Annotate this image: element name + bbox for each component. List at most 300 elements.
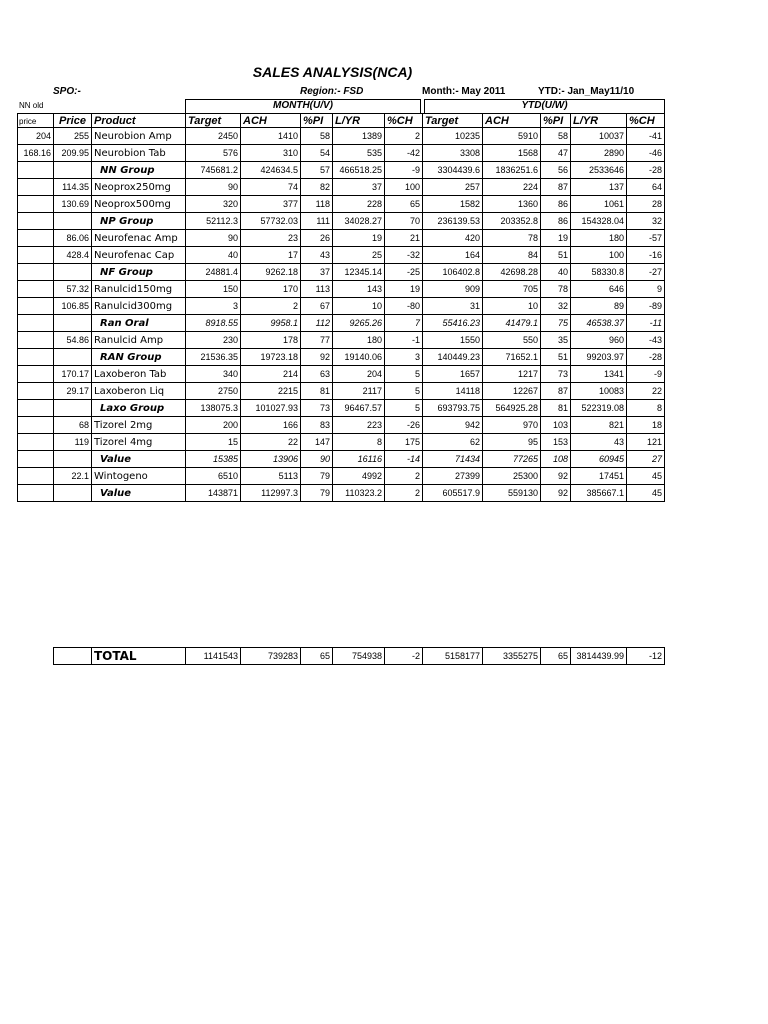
column-header: Product xyxy=(92,114,186,128)
table-cell: 51 xyxy=(541,247,571,264)
table-cell: 7 xyxy=(385,315,423,332)
table-cell: 12345.14 xyxy=(333,264,385,281)
table-cell: 576 xyxy=(186,145,241,162)
table-cell: 143871 xyxy=(186,485,241,502)
table-cell: 5113 xyxy=(241,468,301,485)
table-cell: -42 xyxy=(385,145,423,162)
table-cell: 112 xyxy=(301,315,333,332)
table-cell: 71652.1 xyxy=(483,349,541,366)
table-cell: 118 xyxy=(301,196,333,213)
table-cell: 19 xyxy=(385,281,423,298)
table-cell: 8918.55 xyxy=(186,315,241,332)
table-cell: 79 xyxy=(301,485,333,502)
table-cell: 564925.28 xyxy=(483,400,541,417)
product-name-cell: Neurofenac Cap xyxy=(92,247,186,264)
table-cell: 106.85 xyxy=(54,298,92,315)
table-cell: 27 xyxy=(627,451,665,468)
table-cell: 180 xyxy=(571,230,627,247)
table-cell: 1568 xyxy=(483,145,541,162)
column-header: L/YR xyxy=(333,114,385,128)
group-row xyxy=(18,315,665,332)
product-row xyxy=(18,468,665,485)
table-cell: 310 xyxy=(241,145,301,162)
group-row xyxy=(18,400,665,417)
product-name-cell: Value xyxy=(92,451,186,468)
product-name-cell: NF Group xyxy=(92,264,186,281)
table-cell: 73 xyxy=(541,366,571,383)
table-cell xyxy=(54,485,92,502)
product-row xyxy=(18,383,665,400)
table-cell: 77 xyxy=(301,332,333,349)
table-cell: 385667.1 xyxy=(571,485,627,502)
product-name-cell: Tizorel 2mg xyxy=(92,417,186,434)
product-row xyxy=(18,247,665,264)
table-cell: -28 xyxy=(627,162,665,179)
table-cell: 2 xyxy=(385,468,423,485)
table-cell: 2890 xyxy=(571,145,627,162)
table-cell: 10083 xyxy=(571,383,627,400)
table-cell: 57732.03 xyxy=(241,213,301,230)
table-cell: 9 xyxy=(627,281,665,298)
table-cell: -26 xyxy=(385,417,423,434)
group-row xyxy=(18,213,665,230)
table-cell: 3304439.6 xyxy=(423,162,483,179)
table-cell: 68 xyxy=(54,417,92,434)
table-cell: 83 xyxy=(301,417,333,434)
product-row xyxy=(18,298,665,315)
table-cell: 41479.1 xyxy=(483,315,541,332)
total-cell: -2 xyxy=(385,648,423,665)
table-cell: 693793.75 xyxy=(423,400,483,417)
table-cell: 150 xyxy=(186,281,241,298)
table-cell: 2450 xyxy=(186,128,241,145)
table-cell: 121 xyxy=(627,434,665,451)
table-cell: 535 xyxy=(333,145,385,162)
table-cell: 164 xyxy=(423,247,483,264)
table-cell: 92 xyxy=(301,349,333,366)
table-cell: 5 xyxy=(385,366,423,383)
table-cell: 2 xyxy=(385,128,423,145)
table-cell: 204 xyxy=(18,128,54,145)
table-cell: -89 xyxy=(627,298,665,315)
table-cell: 8 xyxy=(333,434,385,451)
table-cell: 970 xyxy=(483,417,541,434)
table-cell: 100 xyxy=(571,247,627,264)
table-cell: 58330.8 xyxy=(571,264,627,281)
table-cell: 821 xyxy=(571,417,627,434)
table-cell: 19140.06 xyxy=(333,349,385,366)
table-cell: 1360 xyxy=(483,196,541,213)
table-cell: -46 xyxy=(627,145,665,162)
product-name-cell: Ranulcid300mg xyxy=(92,298,186,315)
table-cell: 175 xyxy=(385,434,423,451)
table-cell: 140449.23 xyxy=(423,349,483,366)
table-cell: 214 xyxy=(241,366,301,383)
header-row xyxy=(18,114,665,128)
table-cell: 42698.28 xyxy=(483,264,541,281)
product-row xyxy=(18,366,665,383)
table-cell: 17451 xyxy=(571,468,627,485)
table-cell: 705 xyxy=(483,281,541,298)
table-cell: 110323.2 xyxy=(333,485,385,502)
product-row xyxy=(18,332,665,349)
table-cell: 86 xyxy=(541,196,571,213)
product-name-cell: Ranulcid150mg xyxy=(92,281,186,298)
table-cell: 58 xyxy=(541,128,571,145)
table-cell: -1 xyxy=(385,332,423,349)
total-cell: 739283 xyxy=(241,648,301,665)
table-cell: 67 xyxy=(301,298,333,315)
table-cell: 37 xyxy=(333,179,385,196)
group-row xyxy=(18,349,665,366)
table-cell: 13906 xyxy=(241,451,301,468)
table-cell: 57.32 xyxy=(54,281,92,298)
table-cell xyxy=(54,213,92,230)
product-name-cell: NN Group xyxy=(92,162,186,179)
ytd-group-header: YTD(U/W) xyxy=(424,99,665,113)
total-cell: -12 xyxy=(627,648,665,665)
table-cell: 1061 xyxy=(571,196,627,213)
table-cell: 228 xyxy=(333,196,385,213)
table-cell: 55416.23 xyxy=(423,315,483,332)
table-cell: 89 xyxy=(571,298,627,315)
column-header: %PI xyxy=(301,114,333,128)
table-cell: 6510 xyxy=(186,468,241,485)
product-name-cell: Wintogeno xyxy=(92,468,186,485)
table-cell: 114.35 xyxy=(54,179,92,196)
table-cell: 153 xyxy=(541,434,571,451)
table-cell: -16 xyxy=(627,247,665,264)
table-cell xyxy=(18,315,54,332)
table-cell: 119 xyxy=(54,434,92,451)
table-cell: 63 xyxy=(301,366,333,383)
product-name-cell: Laxo Group xyxy=(92,400,186,417)
total-cell: 65 xyxy=(541,648,571,665)
total-cell: 754938 xyxy=(333,648,385,665)
product-name-cell: Neoprox250mg xyxy=(92,179,186,196)
group-row xyxy=(18,264,665,281)
column-header: ACH xyxy=(241,114,301,128)
product-row xyxy=(18,417,665,434)
table-cell: 2215 xyxy=(241,383,301,400)
table-cell: 64 xyxy=(627,179,665,196)
product-name-cell: Neoprox500mg xyxy=(92,196,186,213)
table-cell xyxy=(54,315,92,332)
table-cell: 25300 xyxy=(483,468,541,485)
table-cell: 87 xyxy=(541,179,571,196)
table-cell: 70 xyxy=(385,213,423,230)
table-cell: 15385 xyxy=(186,451,241,468)
month-label: Month:- May 2011 xyxy=(422,86,506,97)
product-name-cell: RAN Group xyxy=(92,349,186,366)
month-group-header: MONTH(U/V) xyxy=(185,99,421,113)
product-name-cell: Value xyxy=(92,485,186,502)
table-cell: 103 xyxy=(541,417,571,434)
product-row xyxy=(18,196,665,213)
total-cell: 1141543 xyxy=(186,648,241,665)
table-cell: 203352.8 xyxy=(483,213,541,230)
table-cell: 180 xyxy=(333,332,385,349)
table-cell: 46538.37 xyxy=(571,315,627,332)
table-cell: 2750 xyxy=(186,383,241,400)
table-cell: 909 xyxy=(423,281,483,298)
table-cell: 23 xyxy=(241,230,301,247)
table-cell: 62 xyxy=(423,434,483,451)
table-cell: 5 xyxy=(385,383,423,400)
table-cell: 224 xyxy=(483,179,541,196)
table-cell: 223 xyxy=(333,417,385,434)
table-cell: 143 xyxy=(333,281,385,298)
product-row xyxy=(18,145,665,162)
table-cell: 1657 xyxy=(423,366,483,383)
table-cell: 45 xyxy=(627,485,665,502)
table-cell: 82 xyxy=(301,179,333,196)
table-cell: 32 xyxy=(541,298,571,315)
table-cell: 424634.5 xyxy=(241,162,301,179)
column-header: Target xyxy=(423,114,483,128)
table-cell: 43 xyxy=(301,247,333,264)
table-cell: 78 xyxy=(483,230,541,247)
table-cell: 32 xyxy=(627,213,665,230)
table-cell: 77265 xyxy=(483,451,541,468)
table-cell: 99203.97 xyxy=(571,349,627,366)
table-cell: 550 xyxy=(483,332,541,349)
table-cell: 40 xyxy=(186,247,241,264)
product-row xyxy=(18,281,665,298)
table-cell: 90 xyxy=(186,230,241,247)
table-cell: 31 xyxy=(423,298,483,315)
table-cell: 170 xyxy=(241,281,301,298)
table-cell xyxy=(18,213,54,230)
table-cell: 92 xyxy=(541,485,571,502)
table-cell: 154328.04 xyxy=(571,213,627,230)
column-header: Target xyxy=(186,114,241,128)
sales-table xyxy=(17,113,665,502)
table-cell: 138075.3 xyxy=(186,400,241,417)
table-cell xyxy=(18,366,54,383)
total-table xyxy=(53,647,665,665)
total-cell xyxy=(54,648,92,665)
table-cell: 90 xyxy=(186,179,241,196)
table-cell: 209.95 xyxy=(54,145,92,162)
table-cell: 87 xyxy=(541,383,571,400)
table-cell: -32 xyxy=(385,247,423,264)
table-cell xyxy=(18,196,54,213)
table-cell: 22 xyxy=(627,383,665,400)
table-cell: 559130 xyxy=(483,485,541,502)
table-cell: 200 xyxy=(186,417,241,434)
table-cell xyxy=(54,162,92,179)
table-cell xyxy=(18,383,54,400)
table-cell: 47 xyxy=(541,145,571,162)
column-header: %CH xyxy=(627,114,665,128)
table-cell: 40 xyxy=(541,264,571,281)
table-cell: 428.4 xyxy=(54,247,92,264)
table-cell: 84 xyxy=(483,247,541,264)
table-cell: 19723.18 xyxy=(241,349,301,366)
table-cell xyxy=(18,417,54,434)
table-cell: -11 xyxy=(627,315,665,332)
table-cell: 71434 xyxy=(423,451,483,468)
table-cell: 25 xyxy=(333,247,385,264)
ytd-label: YTD:- Jan_May11/10 xyxy=(538,86,635,97)
table-cell: 75 xyxy=(541,315,571,332)
table-cell: 96467.57 xyxy=(333,400,385,417)
table-cell: 27399 xyxy=(423,468,483,485)
table-cell: 22.1 xyxy=(54,468,92,485)
table-cell: 21 xyxy=(385,230,423,247)
table-cell xyxy=(18,264,54,281)
table-cell: 3 xyxy=(186,298,241,315)
table-cell: 100 xyxy=(385,179,423,196)
group-row xyxy=(18,485,665,502)
table-cell: -43 xyxy=(627,332,665,349)
table-cell: 14118 xyxy=(423,383,483,400)
table-cell: 1217 xyxy=(483,366,541,383)
table-cell: 18 xyxy=(627,417,665,434)
table-cell: 522319.08 xyxy=(571,400,627,417)
table-cell: 54 xyxy=(301,145,333,162)
product-name-cell: Laxoberon Liq xyxy=(92,383,186,400)
table-cell: -57 xyxy=(627,230,665,247)
table-cell: -28 xyxy=(627,349,665,366)
table-cell: 111 xyxy=(301,213,333,230)
product-name-cell: Neurobion Amp xyxy=(92,128,186,145)
total-cell: 5158177 xyxy=(423,648,483,665)
table-cell: 112997.3 xyxy=(241,485,301,502)
table-cell: 340 xyxy=(186,366,241,383)
table-cell: 10 xyxy=(333,298,385,315)
table-cell: 113 xyxy=(301,281,333,298)
table-cell: 1836251.6 xyxy=(483,162,541,179)
product-name-cell: Ran Oral xyxy=(92,315,186,332)
product-row xyxy=(18,434,665,451)
table-cell: 15 xyxy=(186,434,241,451)
table-cell: 170.17 xyxy=(54,366,92,383)
table-cell xyxy=(18,298,54,315)
table-cell: 60945 xyxy=(571,451,627,468)
table-cell xyxy=(54,264,92,281)
table-cell: 1582 xyxy=(423,196,483,213)
table-cell xyxy=(54,400,92,417)
table-cell xyxy=(18,434,54,451)
table-cell: 74 xyxy=(241,179,301,196)
table-cell: 22 xyxy=(241,434,301,451)
table-cell: 73 xyxy=(301,400,333,417)
table-cell: 58 xyxy=(301,128,333,145)
table-cell: 56 xyxy=(541,162,571,179)
table-cell xyxy=(18,400,54,417)
table-cell: 147 xyxy=(301,434,333,451)
table-cell: 5910 xyxy=(483,128,541,145)
product-name-cell: Neurofenac Amp xyxy=(92,230,186,247)
table-cell xyxy=(18,332,54,349)
table-cell: 3 xyxy=(385,349,423,366)
table-cell: -27 xyxy=(627,264,665,281)
table-cell: 92 xyxy=(541,468,571,485)
report-title: SALES ANALYSIS(NCA) xyxy=(252,64,413,80)
table-cell: 466518.25 xyxy=(333,162,385,179)
total-row xyxy=(54,648,665,665)
table-cell: 942 xyxy=(423,417,483,434)
table-cell: -80 xyxy=(385,298,423,315)
product-name-cell: Laxoberon Tab xyxy=(92,366,186,383)
price-small-label: price xyxy=(19,117,37,126)
table-cell: 137 xyxy=(571,179,627,196)
nn-old-label: NN old xyxy=(19,101,44,110)
table-cell: 10037 xyxy=(571,128,627,145)
table-cell xyxy=(18,349,54,366)
table-cell: 90 xyxy=(301,451,333,468)
table-cell xyxy=(18,179,54,196)
table-cell: 960 xyxy=(571,332,627,349)
column-header: %CH xyxy=(385,114,423,128)
table-cell: 10235 xyxy=(423,128,483,145)
table-cell: 236139.53 xyxy=(423,213,483,230)
table-cell xyxy=(54,451,92,468)
table-cell: 9265.26 xyxy=(333,315,385,332)
table-cell xyxy=(54,349,92,366)
table-cell: -14 xyxy=(385,451,423,468)
table-cell: 34028.27 xyxy=(333,213,385,230)
group-row xyxy=(18,162,665,179)
table-cell: -9 xyxy=(385,162,423,179)
table-cell: 108 xyxy=(541,451,571,468)
table-cell: 57 xyxy=(301,162,333,179)
table-cell: 320 xyxy=(186,196,241,213)
table-cell: 101027.93 xyxy=(241,400,301,417)
table-cell: -9 xyxy=(627,366,665,383)
table-cell: 377 xyxy=(241,196,301,213)
table-cell: 168.16 xyxy=(18,145,54,162)
table-cell: 2117 xyxy=(333,383,385,400)
product-name-cell: NP Group xyxy=(92,213,186,230)
table-cell: 2 xyxy=(385,485,423,502)
table-cell: 2533646 xyxy=(571,162,627,179)
table-cell: 65 xyxy=(385,196,423,213)
table-cell: 2 xyxy=(241,298,301,315)
table-cell: -25 xyxy=(385,264,423,281)
total-cell: 3355275 xyxy=(483,648,541,665)
table-cell: 230 xyxy=(186,332,241,349)
table-cell: 43 xyxy=(571,434,627,451)
table-cell: 24881.4 xyxy=(186,264,241,281)
table-cell xyxy=(18,468,54,485)
group-row xyxy=(18,451,665,468)
total-cell: 3814439.99 xyxy=(571,648,627,665)
table-cell: 86 xyxy=(541,213,571,230)
table-cell: 29.17 xyxy=(54,383,92,400)
table-cell: 21536.35 xyxy=(186,349,241,366)
table-cell: 1341 xyxy=(571,366,627,383)
table-cell: 51 xyxy=(541,349,571,366)
table-cell xyxy=(18,281,54,298)
table-cell xyxy=(18,162,54,179)
table-cell: 9262.18 xyxy=(241,264,301,281)
table-cell: 420 xyxy=(423,230,483,247)
product-row xyxy=(18,179,665,196)
table-cell: 95 xyxy=(483,434,541,451)
table-cell: 1550 xyxy=(423,332,483,349)
product-name-cell: Tizorel 4mg xyxy=(92,434,186,451)
table-cell: 5 xyxy=(385,400,423,417)
table-cell: 1410 xyxy=(241,128,301,145)
region-label: Region:- FSD xyxy=(300,86,364,97)
total-label-cell: TOTAL xyxy=(92,648,186,665)
table-cell: 10 xyxy=(483,298,541,315)
table-cell: 26 xyxy=(301,230,333,247)
product-name-cell: Ranulcid Amp xyxy=(92,332,186,349)
